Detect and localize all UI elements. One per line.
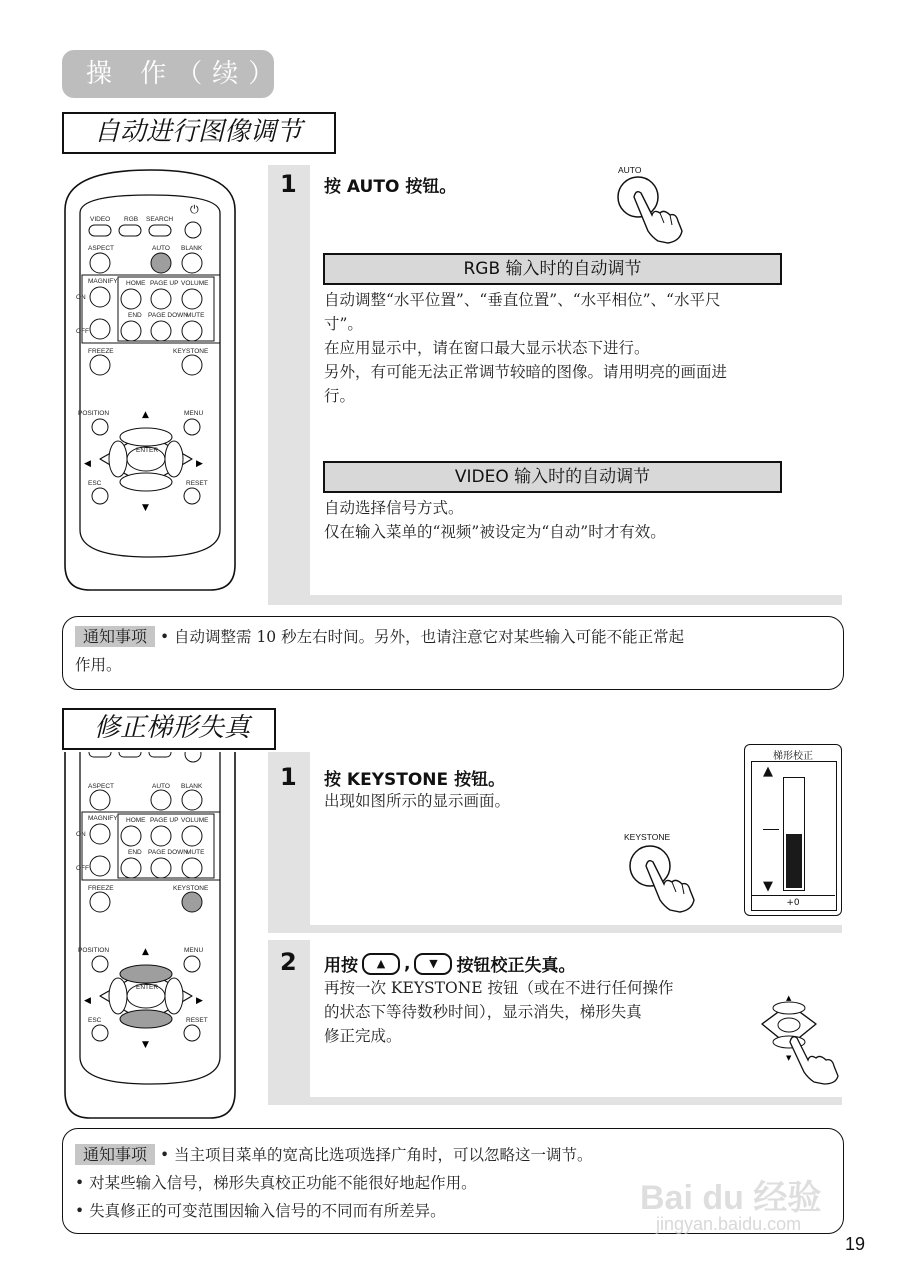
svg-text:MUTE: MUTE [186, 312, 205, 319]
remote-keystone-button-highlight [182, 892, 202, 912]
svg-text:PAGE UP: PAGE UP [150, 280, 179, 287]
svg-text:▲: ▲ [786, 994, 792, 1002]
svg-text:VOLUME: VOLUME [181, 817, 209, 824]
svg-text:POSITION: POSITION [78, 410, 110, 417]
note-line: 作用。 [75, 656, 122, 674]
step-number: 1 [280, 763, 297, 791]
watermark-brand: Bai du 经验 [640, 1179, 822, 1217]
text-line: 仅在输入菜单的“视频”被设定为“自动”时才有效。 [324, 523, 666, 541]
svg-text:AUTO: AUTO [152, 783, 170, 790]
step-description: 出现如图所示的显示画面。 [324, 792, 511, 810]
rgb-subheading: RGB 输入时的自动调节 [323, 253, 782, 285]
video-description [324, 496, 834, 544]
step-title-suffix: 按钮校正失真。 [456, 956, 576, 976]
osd-value: +0 [751, 895, 835, 910]
keystone-osd [744, 744, 842, 916]
text-line: 修正完成。 [324, 1027, 402, 1045]
svg-text:ENTER: ENTER [136, 447, 159, 454]
text-line: 的状态下等待数秒时间），显示消失，梯形失真 [324, 1003, 642, 1021]
osd-level-fill [786, 834, 802, 888]
remote-label-auto: AUTO [152, 245, 170, 252]
remote-auto-button-highlight [151, 253, 171, 273]
svg-text:KEYSTONE: KEYSTONE [173, 348, 209, 355]
text-line: 在应用显示中，请在窗口最大显示状态下进行。 [324, 339, 650, 357]
svg-text:▶: ▶ [196, 459, 203, 469]
step-panel-bottom-bar [268, 925, 842, 933]
step-panel-left-bar [268, 165, 310, 605]
svg-text:RESET: RESET [186, 1017, 208, 1024]
step-title [324, 951, 575, 976]
note-content [75, 623, 835, 679]
svg-text:◀: ◀ [84, 459, 91, 469]
svg-text:◀: ◀ [84, 996, 91, 1006]
section-title-auto-adjust: 自动进行图像调节 [62, 112, 336, 154]
note-label: 通知事项 [75, 626, 155, 647]
hand-press-icon [620, 844, 710, 916]
svg-text:⏻: ⏻ [190, 203, 199, 216]
svg-text:KEYSTONE: KEYSTONE [173, 885, 209, 892]
svg-text:▼: ▼ [142, 503, 149, 513]
page-number: 19 [845, 1234, 866, 1254]
svg-text:END: END [128, 849, 142, 856]
svg-text:ENTER: ENTER [136, 984, 159, 991]
svg-text:FREEZE: FREEZE [88, 348, 114, 355]
step-title-prefix: 用按 [324, 956, 358, 976]
remote-label-aspect: ASPECT [88, 245, 115, 252]
remote-label-blank: BLANK [181, 245, 203, 252]
step-panel-bottom-bar [268, 595, 842, 605]
step2-description [324, 976, 744, 1048]
osd-level-track [783, 777, 805, 891]
text-line: 再按一次 KEYSTONE 按钮（或在不进行任何操作 [324, 979, 674, 997]
keystone-button-illustration [620, 832, 710, 917]
svg-text:▼: ▼ [142, 1040, 149, 1050]
remote-control-diagram-keystone [60, 752, 240, 1124]
hand-press-icon [608, 175, 698, 247]
note-label: 通知事项 [75, 1144, 155, 1165]
text-line: 自动选择信号方式。 [324, 499, 464, 517]
step-title: 按 KEYSTONE 按钮。 [324, 770, 506, 790]
svg-text:ON: ON [76, 831, 86, 838]
text-line: 自动调整“水平位置”、“垂直位置”、“水平相位”、“水平尺 [324, 291, 721, 309]
down-button-icon: ▼ [414, 953, 452, 975]
chapter-tab: 操 作（续） [62, 50, 274, 98]
remote-label-on: ON [76, 294, 86, 301]
svg-text:ESC: ESC [88, 480, 102, 487]
step-number: 2 [280, 948, 297, 976]
note-line: • 失真修正的可变范围因输入信号的不同而有所差异。 [75, 1202, 446, 1220]
note-box [62, 616, 844, 690]
step-title-sep: , [404, 953, 411, 974]
step-number: 1 [280, 170, 297, 198]
svg-text:OFF: OFF [76, 865, 89, 872]
svg-text:PAGE DOWN: PAGE DOWN [148, 312, 188, 319]
rgb-description [324, 288, 834, 408]
remote-label-off: OFF [76, 328, 89, 335]
remote-label-search: SEARCH [146, 216, 174, 223]
keystone-button-label: KEYSTONE [624, 832, 671, 842]
text-line: 行。 [324, 387, 356, 405]
svg-text:ASPECT: ASPECT [88, 783, 115, 790]
svg-text:▲: ▲ [142, 410, 149, 420]
svg-text:▼: ▼ [786, 1054, 792, 1062]
up-button-icon: ▲ [362, 953, 400, 975]
svg-text:▶: ▶ [196, 996, 203, 1006]
note-line: • 自动调整需 10 秒左右时间。另外，也请注意它对某些输入可能不能正常起 [159, 628, 685, 646]
video-subheading: VIDEO 输入时的自动调节 [323, 461, 782, 493]
svg-text:VOLUME: VOLUME [181, 280, 209, 287]
auto-button-illustration [608, 165, 698, 245]
step-title: 按 AUTO 按钮。 [324, 177, 457, 197]
text-line: 另外，有可能无法正常调节较暗的图像。请用明亮的画面进 [324, 363, 728, 381]
remote-label-rgb: RGB [124, 216, 139, 223]
svg-text:HOME: HOME [126, 280, 146, 287]
remote-label-video: VIDEO [90, 216, 111, 223]
svg-text:PAGE UP: PAGE UP [150, 817, 179, 824]
auto-button-label: AUTO [618, 165, 642, 175]
svg-text:END: END [128, 312, 142, 319]
svg-text:FREEZE: FREEZE [88, 885, 114, 892]
remote-label-magnify: MAGNIFY [88, 278, 118, 285]
svg-text:HOME: HOME [126, 817, 146, 824]
svg-text:BLANK: BLANK [181, 783, 203, 790]
osd-title: 梯形校正 [773, 751, 813, 762]
remote-control-diagram [60, 165, 240, 595]
section-title-keystone: 修正梯形失真 [62, 708, 276, 750]
osd-up-arrow: ▲ [763, 764, 773, 779]
note-line: • 对某些输入信号，梯形失真校正功能不能很好地起作用。 [75, 1174, 477, 1192]
svg-text:MENU: MENU [184, 947, 204, 954]
watermark-url: jingyan.baidu.com [656, 1214, 802, 1234]
svg-text:▲: ▲ [142, 947, 149, 957]
note-line: • 当主项目菜单的宽高比选项选择广角时，可以忽略这一调节。 [159, 1146, 593, 1164]
osd-down-arrow: ▼ [763, 879, 773, 894]
cursor-pad-press-icon [756, 990, 846, 1085]
step-panel-bottom-bar [268, 1097, 842, 1105]
text-line: 寸”。 [324, 315, 363, 333]
svg-text:ESC: ESC [88, 1017, 102, 1024]
svg-text:MUTE: MUTE [186, 849, 205, 856]
svg-text:MENU: MENU [184, 410, 204, 417]
svg-text:RESET: RESET [186, 480, 208, 487]
svg-text:MAGNIFY: MAGNIFY [88, 815, 118, 822]
svg-text:POSITION: POSITION [78, 947, 110, 954]
svg-text:PAGE DOWN: PAGE DOWN [148, 849, 188, 856]
